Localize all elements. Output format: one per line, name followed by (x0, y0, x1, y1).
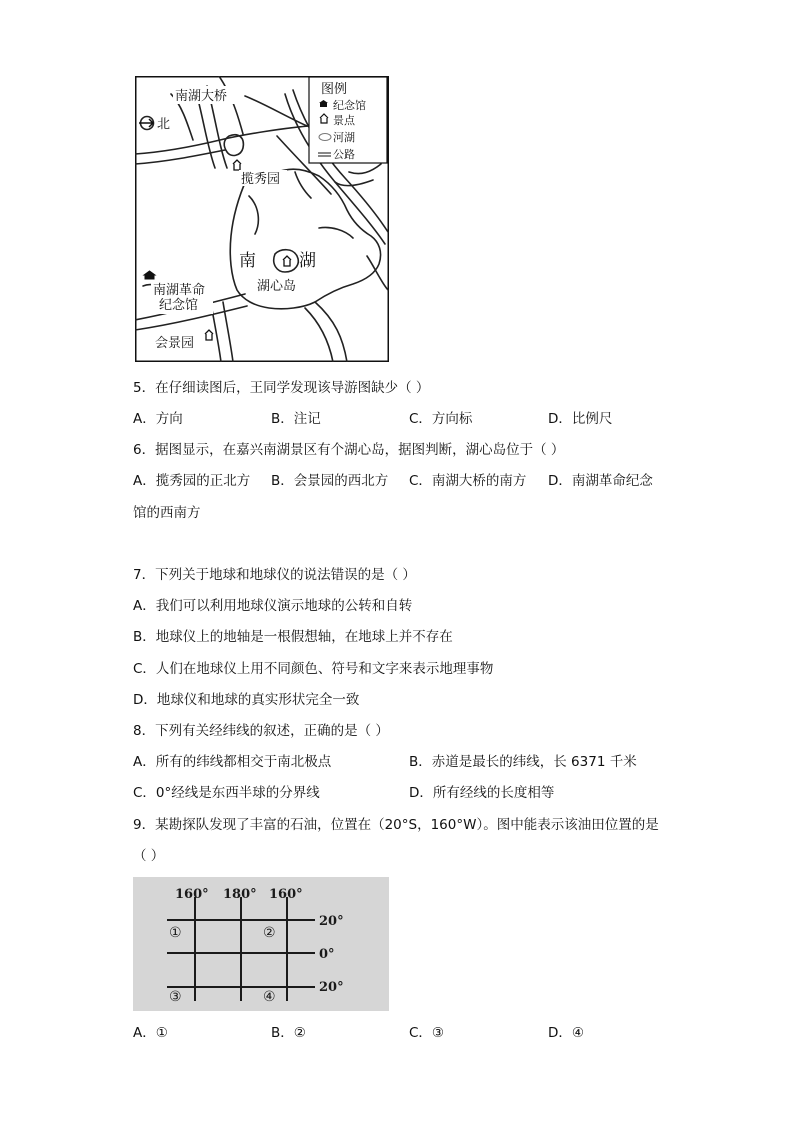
q7-option-c[interactable]: C．人们在地球仪上用不同颜色、符号和文字来表示地理事物 (133, 661, 494, 677)
q6-option-d[interactable]: D．南湖革命纪念 (548, 473, 653, 489)
q7-option-a[interactable]: A．我们可以利用地球仪演示地球的公转和自转 (133, 598, 413, 614)
grid-point-3: ③ (169, 989, 182, 1005)
q9-option-b[interactable]: B．② (271, 1025, 306, 1041)
q7-stem: 7．下列关于地球和地球仪的说法错误的是（ ） (133, 567, 416, 583)
q5-option-b[interactable]: B．注记 (271, 411, 321, 427)
q8-option-c[interactable]: C．0°经线是东西半球的分界线 (133, 785, 320, 801)
grid-point-4: ④ (263, 989, 276, 1005)
memorial-label-line2: 纪念馆 (159, 298, 199, 313)
q5-option-a[interactable]: A．方向 (133, 411, 183, 427)
q6-option-c[interactable]: C．南湖大桥的南方 (409, 473, 527, 489)
lanxiu-label: 揽秀园 (241, 172, 281, 187)
q7-option-d[interactable]: D．地球仪和地球的真实形状完全一致 (133, 692, 360, 708)
lake-name-char2: 湖 (299, 251, 316, 271)
island-label: 湖心岛 (257, 279, 297, 294)
grid-lon-label-right: 160° (269, 887, 303, 902)
legend-title: 图例 (321, 82, 348, 97)
q9-option-c[interactable]: C．③ (409, 1025, 445, 1041)
q6-option-b[interactable]: B．会景园的西北方 (271, 473, 389, 489)
lake-name-char1: 南 (239, 251, 256, 271)
grid-lat-label-bottom: 20° (319, 980, 344, 995)
north-label: 北 (157, 117, 171, 132)
q8-stem: 8．下列有关经纬线的叙述，正确的是（ ） (133, 723, 389, 739)
q8-option-b[interactable]: B．赤道是最长的纬线，长 6371 千米 (409, 754, 637, 770)
q6-stem: 6．据图显示，在嘉兴南湖景区有个湖心岛，据图判断，湖心岛位于（ ） (133, 442, 565, 458)
legend-road: 公路 (333, 148, 355, 161)
memorial-label-line1: 南湖革命 (153, 283, 206, 298)
bridge-label: 南湖大桥 (175, 89, 228, 104)
nanhu-tour-map (135, 76, 389, 362)
q8-option-a[interactable]: A．所有的纬线都相交于南北极点 (133, 754, 332, 770)
q7-option-b[interactable]: B．地球仪上的地轴是一根假想轴，在地球上并不存在 (133, 629, 453, 645)
q5-stem: 5．在仔细读图后，王同学发现该导游图缺少（ ） (133, 380, 430, 396)
grid-lat-label-top: 20° (319, 914, 344, 929)
q9-stem: 9．某勘探队发现了丰富的石油，位置在（20°S，160°W）。图中能表示该油田位置的是 (133, 817, 659, 833)
legend-scenic: 景点 (333, 114, 355, 127)
grid-lat-label-equator: 0° (319, 947, 335, 962)
grid-lon-label-mid: 180° (223, 887, 257, 902)
q9-stem-continued: （ ） (133, 848, 165, 864)
lat-lon-grid-figure (133, 877, 389, 1011)
legend-memorial: 纪念馆 (333, 99, 366, 112)
q6-option-a[interactable]: A．揽秀园的正北方 (133, 473, 251, 489)
q5-option-c[interactable]: C．方向标 (409, 411, 473, 427)
q8-option-d[interactable]: D．所有经线的长度相等 (409, 785, 555, 801)
grid-point-1: ① (169, 925, 182, 941)
q5-option-d[interactable]: D．比例尺 (548, 411, 613, 427)
huijing-label: 会景园 (155, 336, 195, 351)
grid-lon-label-left: 160° (175, 887, 209, 902)
q9-option-a[interactable]: A．① (133, 1025, 168, 1041)
q6-option-d-continued: 馆的西南方 (133, 505, 201, 521)
legend-water: 河湖 (333, 131, 355, 144)
q9-option-d[interactable]: D．④ (548, 1025, 584, 1041)
grid-point-2: ② (263, 925, 276, 941)
